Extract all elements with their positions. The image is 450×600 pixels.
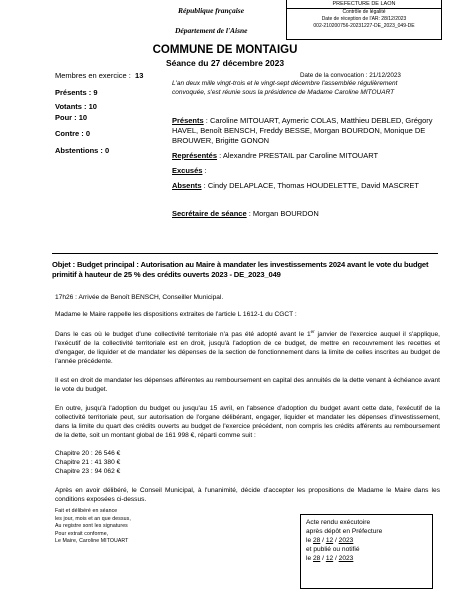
excuses-paragraph: Excusés : [172, 166, 207, 175]
intro-text: L'an deux mille vingt-trois et le vingt-sept décembre l'assemblée régulièrement convoquée, s'est réunie sous la présidence de Madame Caroline MITOUART [172, 80, 398, 96]
abstentions-count: Abstentions : 0 [55, 146, 110, 155]
chapitre-21: Chapitre 21 : 41 380 € [55, 459, 121, 466]
chapitre-23: Chapitre 23 : 94 062 € [55, 468, 121, 475]
absents-paragraph: Absents : Cindy DELAPLACE, Thomas HOUDELETTE, David MASCRET [172, 181, 420, 190]
stamp-line: Contrôle de légalité [342, 9, 386, 15]
prefecture-stamp [286, 0, 442, 40]
date-convocation: Date de la convocation : 21/12/2023 [300, 72, 401, 79]
representes-paragraph: Représentés : Alexandre PRESTAIL par Caroline MITOUART [172, 151, 379, 160]
stamp-line: Date de réception de l'AR: 28/12/2023 [321, 16, 407, 22]
signature-block: Fait et délibéré en séance les jour, mois et an que dessus, Au registre sont les signatures Pour extrait conforme, Le Maire, Caroline MITOUART [55, 508, 131, 545]
depot-date: le 28 / 12 / 2023 [306, 537, 354, 544]
departement-heading: Département de l'Aisne [175, 26, 248, 35]
contre-count: Contre : 0 [55, 129, 91, 138]
objet-heading: Objet : Budget principal : Autorisation au Maire à mandater les investissements 2024 avant le vote du budget primitif à hauteur de 25 % des crédits ouverts 2023 - DE_2023_049 [52, 260, 429, 279]
cgct-paragraph-1: Dans le cas où le budget d'une collectivité territoriale n'a pas été adopté avant le 1er janvier de l'exercice auquel il s'applique, l'exécutif de la collectivité territoriale est en droit, jusqu'à l'adoption de ce budget, de mettre en recouvrement les recettes et d'engager, de liquider et de mandater les dépenses de la section de fonctionnement dans la limite de celles inscrites au budget de l'année précédente. [55, 328, 441, 366]
presents-paragraph: Présents : Caroline MITOUART, Aymeric COLAS, Matthieu DEBLED, Grégory HAVEL, Benoît BENSCH, Freddy BESSE, Morgan BOURDON, Monique DE BROUWER, Brigitte GONON [172, 116, 433, 145]
decision-paragraph: Après en avoir délibéré, le Conseil Municipal, à l'unanimité, décide d'accepter les propositions de Madame le Maire dans les conditions exposées ci-dessus. [55, 487, 440, 504]
cgct-paragraph-2: Il est en droit de mandater les dépenses afférentes au remboursement en capital des annuités de la dette venant à échéance avant le vote du budget. [55, 377, 440, 394]
votants-count: Votants : 10 [55, 102, 97, 111]
republique-heading: République française [178, 6, 245, 15]
pour-count: Pour : 10 [55, 113, 88, 122]
rappel-paragraph: Madame le Maire rappelle les dispositions extraites de l'article L 1612-1 du CGCT : [55, 311, 297, 318]
membres-en-exercice: Membres en exercice : 13 [55, 71, 144, 80]
stamp-header: PREFECTURE DE LAON [287, 0, 441, 9]
stamp-line: 002-210200756-20231227-DE_2023_049-DE [313, 23, 415, 29]
acte-executoire-box: Acte rendu exécutoire après dépôt en Préfecture le 28 / 12 / 2023 et publié ou notifié le 28 / 12 / 2023 [300, 514, 433, 589]
secretaire-paragraph: Secrétaire de séance : Morgan BOURDON [172, 209, 319, 218]
cgct-paragraph-3: En outre, jusqu'à l'adoption du budget ou jusqu'au 15 avril, en l'absence d'adoption du budget avant cette date, l'exécutif de la collectivité territoriale peut, sur autorisation de l'organe délibérant, engager, liquider et mandater les dépenses d'investissement, dans la limite du quart des crédits ouverts au budget de l'exercice précédent, non compris les crédits afférents au remboursement de la dette, soit un montant global de 161 998 €, réparti comme suit : [55, 405, 440, 440]
presents-count: Présents : 9 [55, 88, 98, 97]
membres-count: 13 [135, 71, 144, 80]
chapitre-20: Chapitre 20 : 26 546 € [55, 450, 121, 457]
publication-date: le 28 / 12 / 2023 [306, 555, 354, 562]
seance-date: Séance du 27 décembre 2023 [165, 58, 285, 68]
commune-title: COMMUNE DE MONTAIGU [152, 44, 298, 56]
arrival-note: 17h26 : Arrivée de Benoît BENSCH, Conseiller Municipal. [55, 294, 224, 301]
section-divider [52, 253, 438, 254]
